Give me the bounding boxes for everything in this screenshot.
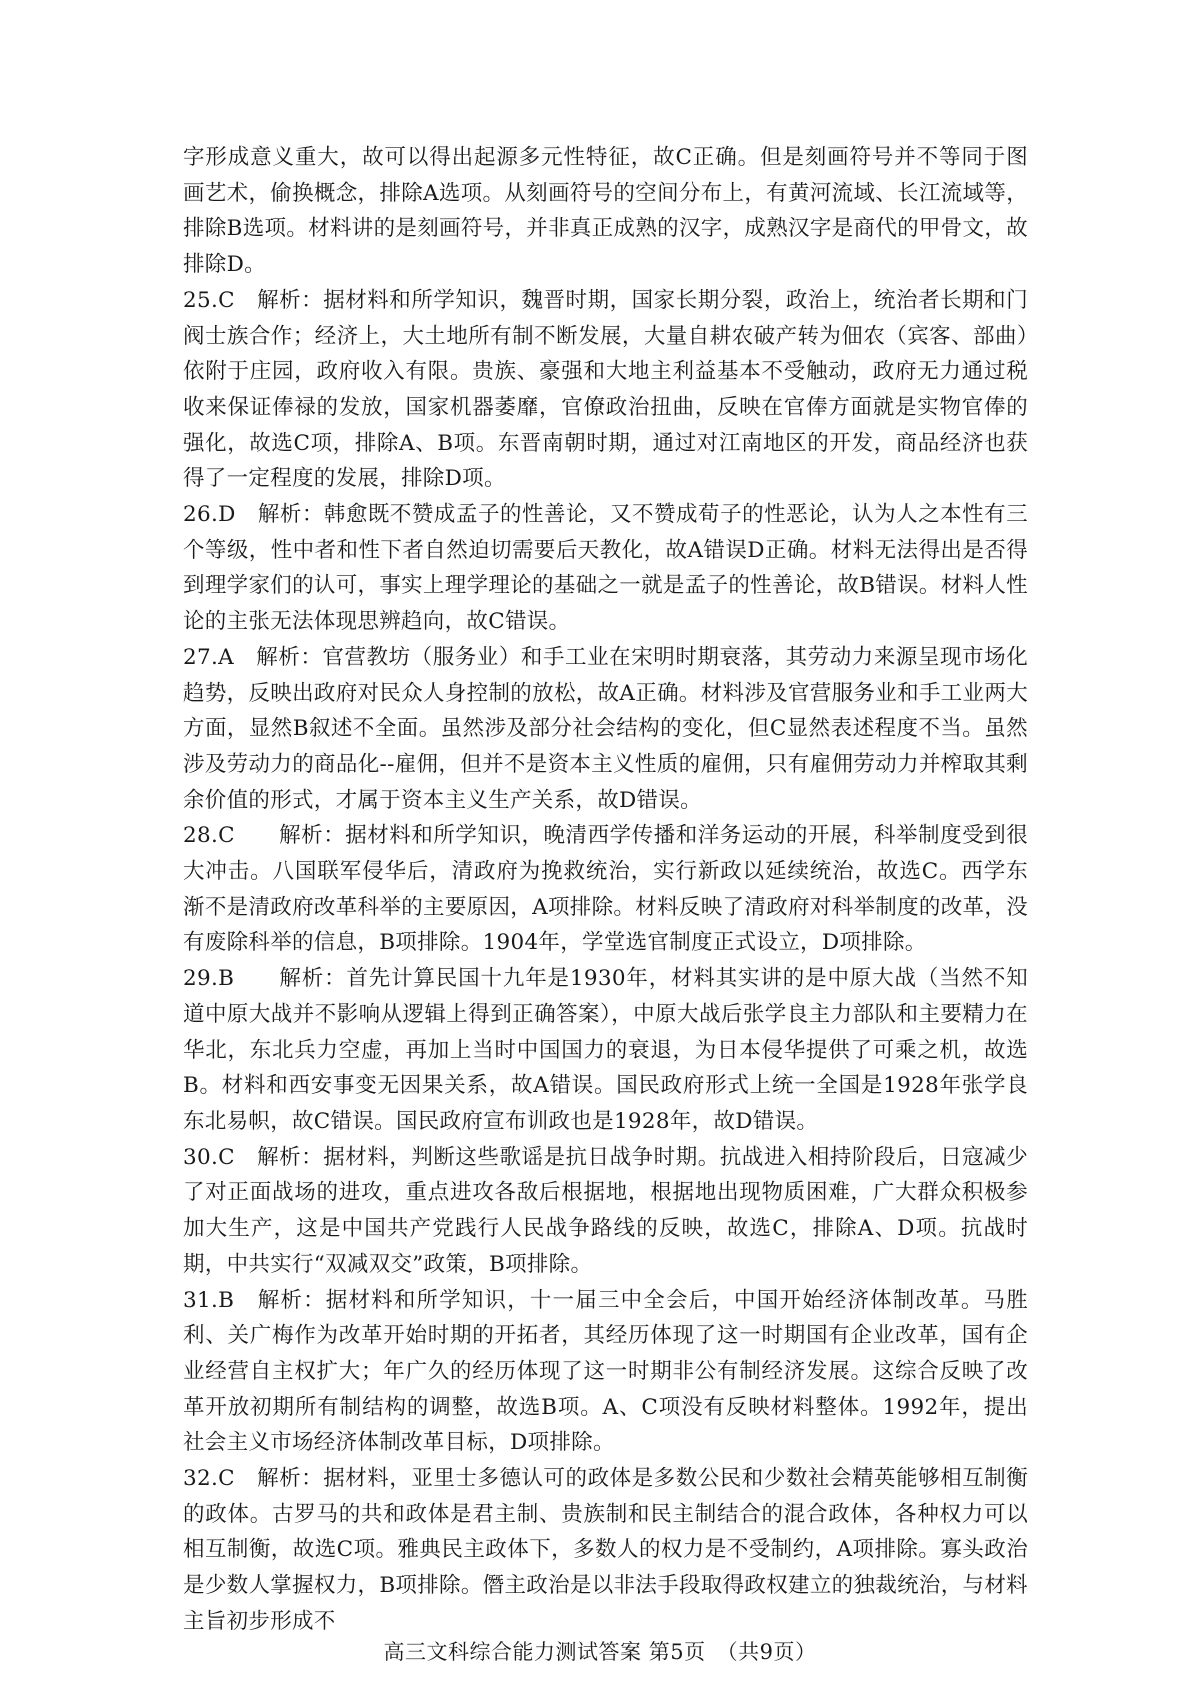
- answer-32: 32.C 解析：据材料，亚里士多德认可的政体是多数公民和少数社会精英能够相互制衡的政体。古罗马的共和政体是君主制、贵族制和民主制结合的混合政体，各种权力可以相互制衡，故选C项。雅典民主政体下，多数人的权力是不受制约，A项排除。寡头政治是少数人掌握权力，B项排除。僭主政治是以非法手段取得政权建立的独裁统治，与材料主旨初步形成不: [183, 1466, 1028, 1634]
- answer-31: 31.B 解析：据材料和所学知识，十一届三中全会后，中国开始经济体制改革。马胜利、关广梅作为改革开始时期的开拓者，其经历体现了这一时期国有企业改革，国有企业经营自主权扩大；年广久的经历体现了这一时期非公有制经济发展。这综合反映了改革开放初期所有制结构的调整，故选B项。A、C项没有反映材料整体。1992年，提出社会主义市场经济体制改革目标，D项排除。: [183, 1287, 1028, 1456]
- paragraph-24-continued: 字形成意义重大，故可以得出起源多元性特征，故C正确。但是刻画符号并不等同于图画艺术，偷换概念，排除A选项。从刻画符号的空间分布上，有黄河流域、长江流域等，排除B选项。材料讲的是刻画符号，并非真正成熟的汉字，成熟汉字是商代的甲骨文，故排除D。: [183, 145, 1028, 278]
- answer-28: 28.C 解析：据材料和所学知识，晚清西学传播和洋务运动的开展，科举制度受到很大冲击。八国联军侵华后，清政府为挽救统治，实行新政以延续统治，故选C。西学东渐不是清政府改革科举的主要原因，A项排除。材料反映了清政府对科举制度的改革，没有废除科举的信息，B项排除。1904年，学堂选官制度正式设立，D项排除。: [183, 823, 1028, 956]
- answer-30: 30.C 解析：据材料，判断这些歌谣是抗日战争时期。抗战进入相持阶段后，日寇减少了对正面战场的进攻，重点进攻各敌后根据地，根据地出现物质困难，广大群众积极参加大生产，这是中国共产党践行人民战争路线的反映，故选C，排除A、D项。抗战时期，中共实行“双减双交”政策，B项排除。: [183, 1144, 1028, 1277]
- answer-explanations: [183, 140, 1028, 1640]
- answer-26: 26.D 解析：韩愈既不赞成孟子的性善论，又不赞成荀子的性恶论，认为人之本性有三个等级，性中者和性下者自然迫切需要后天教化，故A错误D正确。材料无法得出是否得到理学家们的认可，事实上理学理论的基础之一就是孟子的性善论，故B错误。材料人性论的主张无法体现思辨趋向，故C错误。: [183, 502, 1028, 635]
- answer-25: 25.C 解析：据材料和所学知识，魏晋时期，国家长期分裂，政治上，统治者长期和门阀士族合作；经济上，大土地所有制不断发展，大量自耕农破产转为佃农（宾客、部曲）依附于庄园，政府收入有限。贵族、豪强和大地主利益基本不受触动，政府无力通过税收来保证俸禄的发放，国家机器萎靡，官僚政治扭曲，反映在官俸方面就是实物官俸的强化，故选C项，排除A、B项。东晋南朝时期，通过对江南地区的开发，商品经济也获得了一定程度的发展，排除D项。: [183, 287, 1028, 492]
- answer-27: 27.A 解析：官营教坊（服务业）和手工业在宋明时期衰落，其劳动力来源呈现市场化趋势，反映出政府对民众人身控制的放松，故A正确。材料涉及官营服务业和手工业两大方面，显然B叙述不全面。虽然涉及部分社会结构的变化，但C显然表述程度不当。虽然涉及劳动力的商品化--雇佣，但并不是资本主义性质的雇佣，只有雇佣劳动力并榨取其剩余价值的形式，才属于资本主义生产关系，故D错误。: [183, 644, 1028, 813]
- answer-29: 29.B 解析：首先计算民国十九年是1930年，材料其实讲的是中原大战（当然不知道中原大战并不影响从逻辑上得到正确答案），中原大战后张学良主力部队和主要精力在华北，东北兵力空虚，再加上当时中国国力的衰退，为日本侵华提供了可乘之机，故选B。材料和西安事变无因果关系，故A错误。国民政府形式上统一全国是1928年张学良东北易帜，故C错误。国民政府宣布训政也是1928年，故D错误。: [183, 966, 1028, 1134]
- page-footer: 高三文科综合能力测试答案 第5页 （共9页）: [383, 1640, 817, 1664]
